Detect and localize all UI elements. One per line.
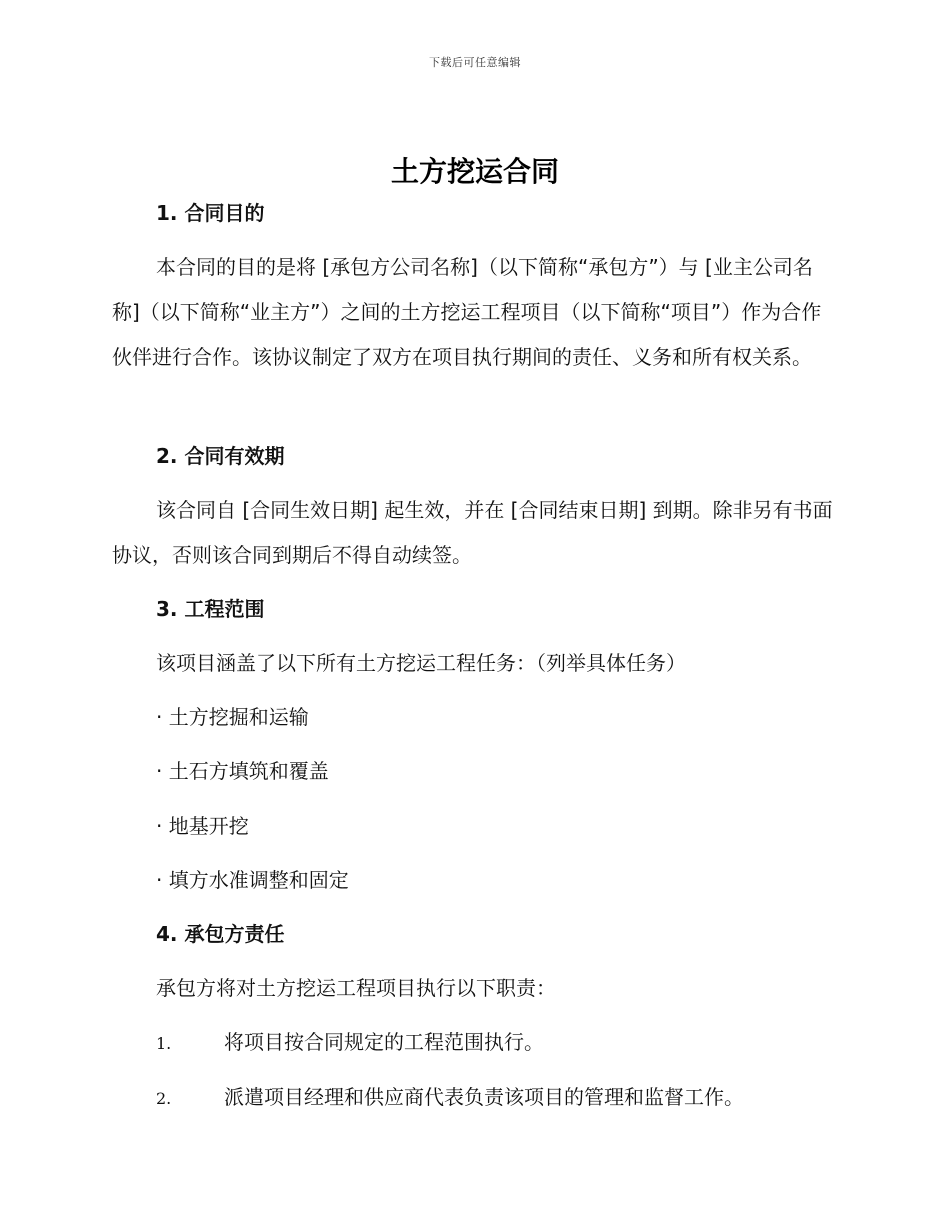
list-item: · 土石方填筑和覆盖 bbox=[156, 759, 329, 783]
section-heading-contractor-duties: 4. 承包方责任 bbox=[156, 922, 285, 946]
numbered-item bbox=[156, 1082, 744, 1114]
section-paragraph-validity: 该合同自 [合同生效日期] 起生效，并在 [合同结束日期] 到期。除非另有书面协议，否则该合同到期后不得自动续签。 bbox=[112, 498, 833, 567]
list-item: · 地基开挖 bbox=[156, 814, 249, 838]
item-text: 将项目按合同规定的工程范围执行。 bbox=[224, 1030, 544, 1054]
item-text: 派遣项目经理和供应商代表负责该项目的管理和监督工作。 bbox=[224, 1085, 744, 1109]
numbered-item bbox=[156, 1027, 544, 1059]
list-item: · 土方挖掘和运输 bbox=[156, 705, 309, 729]
page-header-note: 下载后可任意编辑 bbox=[429, 56, 521, 69]
document-title: 土方挖运合同 bbox=[390, 155, 559, 188]
item-number: 1. bbox=[156, 1034, 172, 1053]
item-number: 2. bbox=[156, 1089, 172, 1108]
section-intro-contractor-duties: 承包方将对土方挖运工程项目执行以下职责： bbox=[156, 976, 556, 1000]
section-heading-purpose: 1. 合同目的 bbox=[156, 201, 265, 225]
section-heading-scope: 3. 工程范围 bbox=[156, 597, 265, 621]
section-heading-validity: 2. 合同有效期 bbox=[156, 444, 285, 468]
section-paragraph-purpose: 本合同的目的是将 [承包方公司名称]（以下简称“承包方”）与 [业主公司名称]（以下简称“业主方”）之间的土方挖运工程项目（以下简称“项目”）作为合作伙伴进行合作。该协议制定了双方在项目执行期间的责任、义务和所有权关系。 bbox=[112, 255, 822, 369]
section-intro-scope: 该项目涵盖了以下所有土方挖运工程任务：（列举具体任务） bbox=[156, 651, 686, 675]
list-item: · 填方水准调整和固定 bbox=[156, 868, 349, 892]
